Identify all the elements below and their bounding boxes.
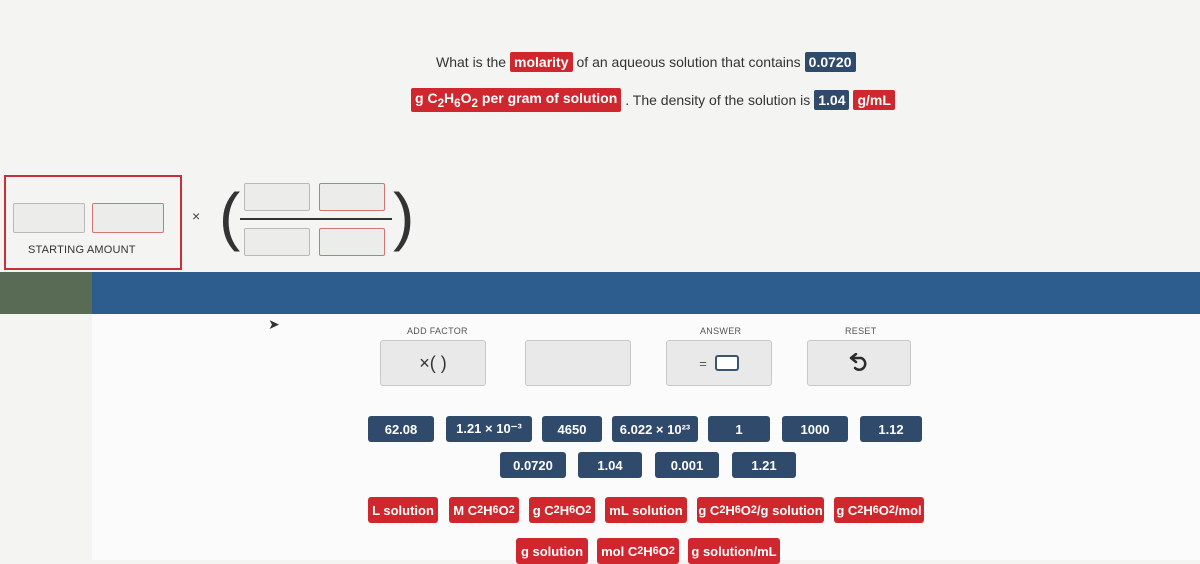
molarity-highlight: molarity bbox=[510, 52, 572, 72]
number-tile[interactable]: 1 bbox=[708, 416, 770, 442]
undo-arrow-icon bbox=[848, 353, 870, 373]
empty-factor-slot[interactable] bbox=[525, 340, 631, 386]
mouse-cursor-icon: ➤ bbox=[268, 316, 280, 332]
question-line-2 bbox=[411, 88, 895, 112]
left-paren: ( bbox=[219, 180, 241, 252]
question-line-1 bbox=[436, 52, 856, 72]
answer-equals: = bbox=[699, 355, 707, 371]
unit-tile[interactable]: L solution bbox=[368, 497, 438, 523]
number-tile[interactable]: 62.08 bbox=[368, 416, 434, 442]
factor-numerator-value-slot[interactable] bbox=[244, 183, 310, 211]
reset-button[interactable] bbox=[807, 340, 911, 386]
starting-amount-label: STARTING AMOUNT bbox=[28, 244, 136, 256]
toolbar-band-edge bbox=[0, 272, 92, 314]
right-paren: ) bbox=[393, 180, 415, 252]
number-tile[interactable]: 1.21 bbox=[732, 452, 796, 478]
unit-tile[interactable]: M C 2 H 6 O 2 bbox=[449, 497, 519, 523]
number-tile[interactable]: 0.001 bbox=[655, 452, 719, 478]
question-text: of an aqueous solution that contains bbox=[576, 54, 801, 70]
unit-tile[interactable]: g C 2 H 6 O 2 bbox=[529, 497, 595, 523]
unit-tile[interactable]: g solution/mL bbox=[688, 538, 780, 564]
number-tile[interactable]: 1000 bbox=[782, 416, 848, 442]
unit-tile[interactable]: g C 2 H 6 O 2 /mol bbox=[834, 497, 924, 523]
add-factor-symbol: ×( ) bbox=[419, 352, 447, 373]
number-tile[interactable]: 0.0720 bbox=[500, 452, 566, 478]
question-text: . The density of the solution is bbox=[625, 91, 811, 108]
factor-denominator-unit-slot[interactable] bbox=[319, 228, 385, 256]
answer-slot[interactable] bbox=[715, 355, 739, 371]
add-factor-button[interactable] bbox=[380, 340, 486, 386]
reset-label: RESET bbox=[845, 326, 877, 336]
number-tile[interactable]: 6.022 × 10²³ bbox=[612, 416, 698, 442]
question-text: What is the bbox=[436, 54, 507, 70]
starting-amount-unit-slot[interactable] bbox=[92, 203, 164, 233]
toolbar-band bbox=[0, 272, 1200, 314]
multiply-symbol: × bbox=[192, 208, 201, 224]
density-value: 1.04 bbox=[814, 90, 849, 110]
answer-box[interactable] bbox=[666, 340, 772, 386]
number-tile[interactable]: 1.04 bbox=[578, 452, 642, 478]
number-tile[interactable]: 4650 bbox=[542, 416, 602, 442]
unit-tile[interactable]: g C 2 H 6 O 2 /g solution bbox=[697, 497, 824, 523]
amount-value: 0.0720 bbox=[805, 52, 856, 72]
answer-label: ANSWER bbox=[700, 326, 742, 336]
density-unit: g/mL bbox=[853, 90, 894, 110]
factor-numerator-unit-slot[interactable] bbox=[319, 183, 385, 211]
starting-amount-value-slot[interactable] bbox=[13, 203, 85, 233]
unit-tile[interactable]: g solution bbox=[516, 538, 588, 564]
factor-denominator-value-slot[interactable] bbox=[244, 228, 310, 256]
amount-unit: g $C_2H_6O_2$ per gram of solution bbox=[411, 88, 621, 112]
add-factor-label: ADD FACTOR bbox=[407, 326, 468, 336]
unit-tile[interactable]: mol C 2 H 6 O 2 bbox=[597, 538, 679, 564]
number-tile[interactable]: 1.12 bbox=[860, 416, 922, 442]
fraction-bar bbox=[240, 218, 392, 220]
unit-tile[interactable]: mL solution bbox=[605, 497, 687, 523]
number-tile[interactable]: 1.21 × 10⁻³ bbox=[446, 416, 532, 442]
